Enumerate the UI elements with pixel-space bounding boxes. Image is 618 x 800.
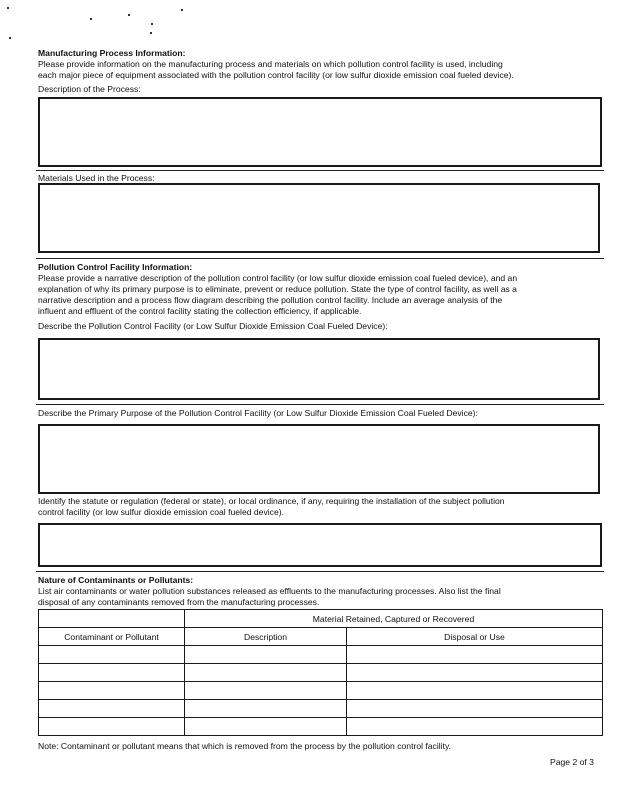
facility-instructions-line: Please provide a narrative description of the pollution control facility (or low sulfur dioxide emission coal fueled device), and an: [38, 273, 518, 283]
table-cell-description[interactable]: [185, 664, 347, 682]
facility-instructions-line: influent and effluent of the control facility stating the collection efficiency, if applicable.: [38, 306, 362, 316]
table-group-header-row: [39, 610, 603, 628]
table-group-header: Material Retained, Captured or Recovered: [185, 610, 603, 628]
facility-describe-box[interactable]: [38, 338, 600, 400]
table-cell-contaminant[interactable]: [39, 646, 185, 664]
process-description-label: Description of the Process:: [38, 84, 141, 94]
divider: [36, 571, 604, 572]
contaminants-instructions-line: List air contaminants or water pollution substances released as effluents to the manufacturing processes. Also list the final: [38, 586, 501, 596]
table-row: [39, 718, 603, 736]
materials-label: Materials Used in the Process:: [38, 173, 155, 183]
contaminants-instructions-line: disposal of any contaminants removed from the manufacturing processes.: [38, 597, 320, 607]
table-row: [39, 700, 603, 718]
statute-label-line: Identify the statute or regulation (federal or state), or local ordinance, if any, requiring the installation of the subject pollution: [38, 496, 505, 506]
table-cell-disposal[interactable]: [347, 718, 603, 736]
process-instructions: [38, 59, 608, 81]
process-instructions-line: Please provide information on the manufacturing process and materials on which pollution control facility is used, including: [38, 59, 503, 69]
scan-speck: [7, 7, 9, 9]
process-description-box[interactable]: [38, 97, 602, 167]
materials-box[interactable]: [38, 183, 600, 253]
table-cell-disposal[interactable]: [347, 682, 603, 700]
scan-speck: [151, 23, 153, 25]
table-cell-description[interactable]: [185, 718, 347, 736]
statute-label: [38, 496, 610, 518]
table-cell-disposal[interactable]: [347, 646, 603, 664]
divider: [36, 170, 604, 171]
table-header-row: [39, 628, 603, 646]
facility-heading: Pollution Control Facility Information:: [38, 262, 193, 272]
table-cell-description[interactable]: [185, 700, 347, 718]
facility-instructions: [38, 273, 610, 317]
contaminants-table: [38, 609, 603, 736]
table-cell-contaminant[interactable]: [39, 682, 185, 700]
process-instructions-line: each major piece of equipment associated with the pollution control facility (or low sulfur dioxide emission coal fueled device).: [38, 70, 514, 80]
column-header-description: Description: [185, 628, 347, 646]
scan-speck: [9, 37, 11, 39]
table-row: [39, 664, 603, 682]
table-corner-cell: [39, 610, 185, 628]
table-cell-contaminant[interactable]: [39, 700, 185, 718]
table-cell-disposal[interactable]: [347, 700, 603, 718]
facility-purpose-box[interactable]: [38, 424, 600, 494]
table-cell-disposal[interactable]: [347, 664, 603, 682]
contaminants-instructions: [38, 586, 610, 608]
table-row: [39, 682, 603, 700]
divider: [36, 404, 604, 405]
scan-speck: [181, 9, 183, 11]
scan-speck: [150, 32, 152, 34]
divider: [36, 258, 604, 259]
table-cell-description[interactable]: [185, 682, 347, 700]
facility-instructions-line: explanation of why its primary purpose is to eliminate, prevent or reduce pollution. State the type of control facility, as well as a: [38, 284, 517, 294]
contaminants-heading: Nature of Contaminants or Pollutants:: [38, 575, 194, 585]
table-cell-description[interactable]: [185, 646, 347, 664]
table-row: [39, 646, 603, 664]
column-header-contaminant: Contaminant or Pollutant: [39, 628, 185, 646]
facility-instructions-line: narrative description and a process flow diagram describing the pollution control facility. Include an average analysis of the: [38, 295, 503, 305]
contaminant-note: Note: Contaminant or pollutant means that which is removed from the process by the pollution control facility.: [38, 741, 452, 751]
scan-speck: [128, 14, 130, 16]
facility-describe-label: Describe the Pollution Control Facility (or Low Sulfur Dioxide Emission Coal Fueled Device):: [38, 321, 388, 331]
facility-purpose-label: Describe the Primary Purpose of the Pollution Control Facility (or Low Sulfur Dioxide Emission Coal Fueled Device):: [38, 408, 478, 418]
page-number: Page 2 of 3: [550, 757, 594, 767]
table-cell-contaminant[interactable]: [39, 664, 185, 682]
column-header-disposal: Disposal or Use: [347, 628, 603, 646]
process-heading: Manufacturing Process Information:: [38, 48, 186, 58]
statute-box[interactable]: [38, 523, 602, 567]
statute-label-line: control facility (or low sulfur dioxide emission coal fueled device).: [38, 507, 284, 517]
table-cell-contaminant[interactable]: [39, 718, 185, 736]
scan-speck: [90, 18, 92, 20]
